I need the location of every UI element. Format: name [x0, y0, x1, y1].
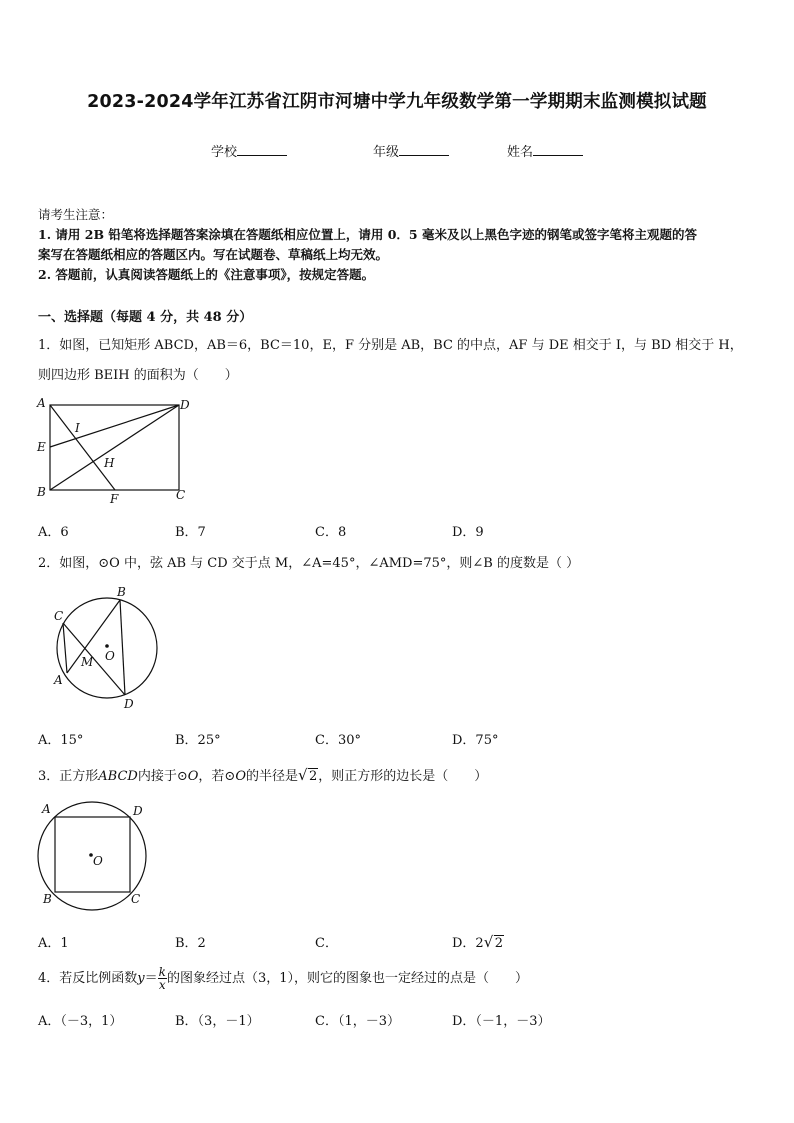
name-field[interactable]: [507, 141, 583, 160]
q2-option-b[interactable]: B．25°: [175, 733, 221, 748]
q4-option-c[interactable]: C．（1，－3）: [315, 1014, 400, 1029]
notice-heading: 请考生注意：: [38, 207, 114, 222]
label-b: B: [43, 892, 52, 906]
q1-text-line1: 1．如图，已知矩形 ABCD，AB＝6，BC＝10，E，F 分别是 AB，BC 的中点，AF 与 DE 相交于 I，与 BD 相交于 H，: [38, 338, 743, 353]
label-a: A: [37, 396, 46, 410]
q2-text: 2．如图，⊙O 中，弦 AB 与 CD 交于点 M，∠A=45°，∠AMD=75°，则∠B 的度数是（ ）: [38, 556, 580, 571]
q3-pre: 3．正方形: [38, 769, 99, 784]
label-c: C: [131, 892, 141, 906]
label-c: C: [176, 488, 186, 502]
q4-numerator: k: [158, 965, 166, 979]
q4-pre: 4．若反比例函数: [38, 971, 138, 986]
q3-option-d[interactable]: [452, 932, 504, 951]
q2-option-c[interactable]: C．30°: [315, 733, 361, 748]
q3-option-c[interactable]: C．: [315, 936, 338, 951]
q3-sqrt: [298, 766, 318, 784]
label-a: A: [42, 802, 51, 816]
q4-option-a[interactable]: A．（－3，1）: [38, 1014, 123, 1029]
q3-square-figure: [30, 797, 155, 912]
q4-option-d[interactable]: D．（－1，－3）: [452, 1014, 551, 1029]
label-b: B: [117, 585, 126, 599]
label-a: A: [54, 673, 63, 687]
q3-option-d-label: D．2: [452, 936, 484, 951]
center-point: [105, 644, 109, 648]
q1-rectangle-figure: [30, 395, 200, 507]
q2-option-a[interactable]: A．15°: [38, 733, 84, 748]
label-b: B: [37, 485, 46, 499]
grade-label: 年级: [373, 145, 400, 160]
q3-o2: O: [235, 769, 246, 784]
circle-o: [57, 598, 157, 698]
q4-fraction: [158, 966, 167, 991]
label-o: O: [105, 649, 115, 663]
segment-af: [50, 405, 115, 490]
q3-mid3: 的半径是: [246, 769, 299, 784]
q4-option-b[interactable]: B．（3，－1）: [175, 1014, 260, 1029]
q4-post: 的图象经过点（3，1），则它的图象也一定经过的点是（ ）: [166, 971, 528, 986]
label-h: H: [104, 456, 115, 470]
sqrt-icon: √: [298, 766, 308, 784]
label-m: M: [81, 655, 94, 669]
notice-line-1b: 案写在答题纸相应的答题区内。写在试题卷、草稿纸上均无效。: [38, 247, 389, 262]
q3-mid2: ，若⊙: [198, 769, 236, 784]
q1-option-c[interactable]: C．8: [315, 525, 347, 540]
q3-option-a[interactable]: A．1: [38, 936, 69, 951]
q3-option-d-sqrt: [483, 933, 504, 951]
q3-text: [38, 765, 487, 784]
school-blank[interactable]: [237, 143, 287, 156]
notice-line-1a: 1. 请用 2B 铅笔将选择题答案涂填在答题纸相应位置上，请用 0．5 毫米及以上黑色字迹的钢笔或签字笔将主观题的答: [38, 227, 697, 242]
q2-circle-figure: [48, 583, 164, 713]
label-c: C: [54, 609, 64, 623]
q3-o1: O: [187, 769, 199, 784]
label-i: I: [75, 421, 80, 435]
q3-post: ，则正方形的边长是（ ）: [318, 769, 488, 784]
school-label: 学校: [211, 145, 238, 160]
grade-blank[interactable]: [399, 143, 449, 156]
school-field[interactable]: [211, 141, 287, 160]
q3-option-b[interactable]: B．2: [175, 936, 206, 951]
section-heading: 一、选择题（每题 4 分，共 48 分）: [38, 310, 253, 325]
label-d: D: [133, 804, 143, 818]
sqrt-icon: √: [483, 933, 494, 951]
label-d: D: [124, 697, 134, 711]
name-blank[interactable]: [533, 143, 583, 156]
label-d: D: [180, 398, 190, 412]
document-title: 2023-2024学年江苏省江阴市河塘中学九年级数学第一学期期末监测模拟试题: [87, 92, 707, 112]
segment-bd: [120, 600, 125, 695]
q3-mid1: 内接于⊙: [137, 769, 188, 784]
q1-option-b[interactable]: B．7: [175, 525, 206, 540]
q4-text: [38, 966, 528, 991]
segment-bd: [50, 405, 179, 490]
label-f: F: [110, 492, 119, 506]
q3-radical: 2: [309, 769, 318, 784]
name-label: 姓名: [507, 145, 534, 160]
q3-abcd: ABCD: [98, 769, 138, 784]
segment-de: [50, 405, 179, 447]
q4-eq: ＝: [144, 971, 158, 986]
q3-option-d-radical: 2: [494, 936, 503, 951]
segment-ca: [63, 623, 67, 673]
q1-text-line2: 则四边形 BEIH 的面积为（ ）: [38, 368, 238, 383]
label-o: O: [93, 854, 103, 868]
grade-field[interactable]: [373, 141, 449, 160]
q1-option-a[interactable]: A．6: [38, 525, 69, 540]
q2-option-d[interactable]: D．75°: [452, 733, 499, 748]
notice-line-2: 2. 答题前，认真阅读答题纸上的《注意事项》，按规定答题。: [38, 267, 375, 282]
q4-y: y: [137, 971, 145, 986]
label-e: E: [37, 440, 46, 454]
q4-denominator: x: [158, 978, 166, 992]
q1-option-d[interactable]: D．9: [452, 525, 484, 540]
